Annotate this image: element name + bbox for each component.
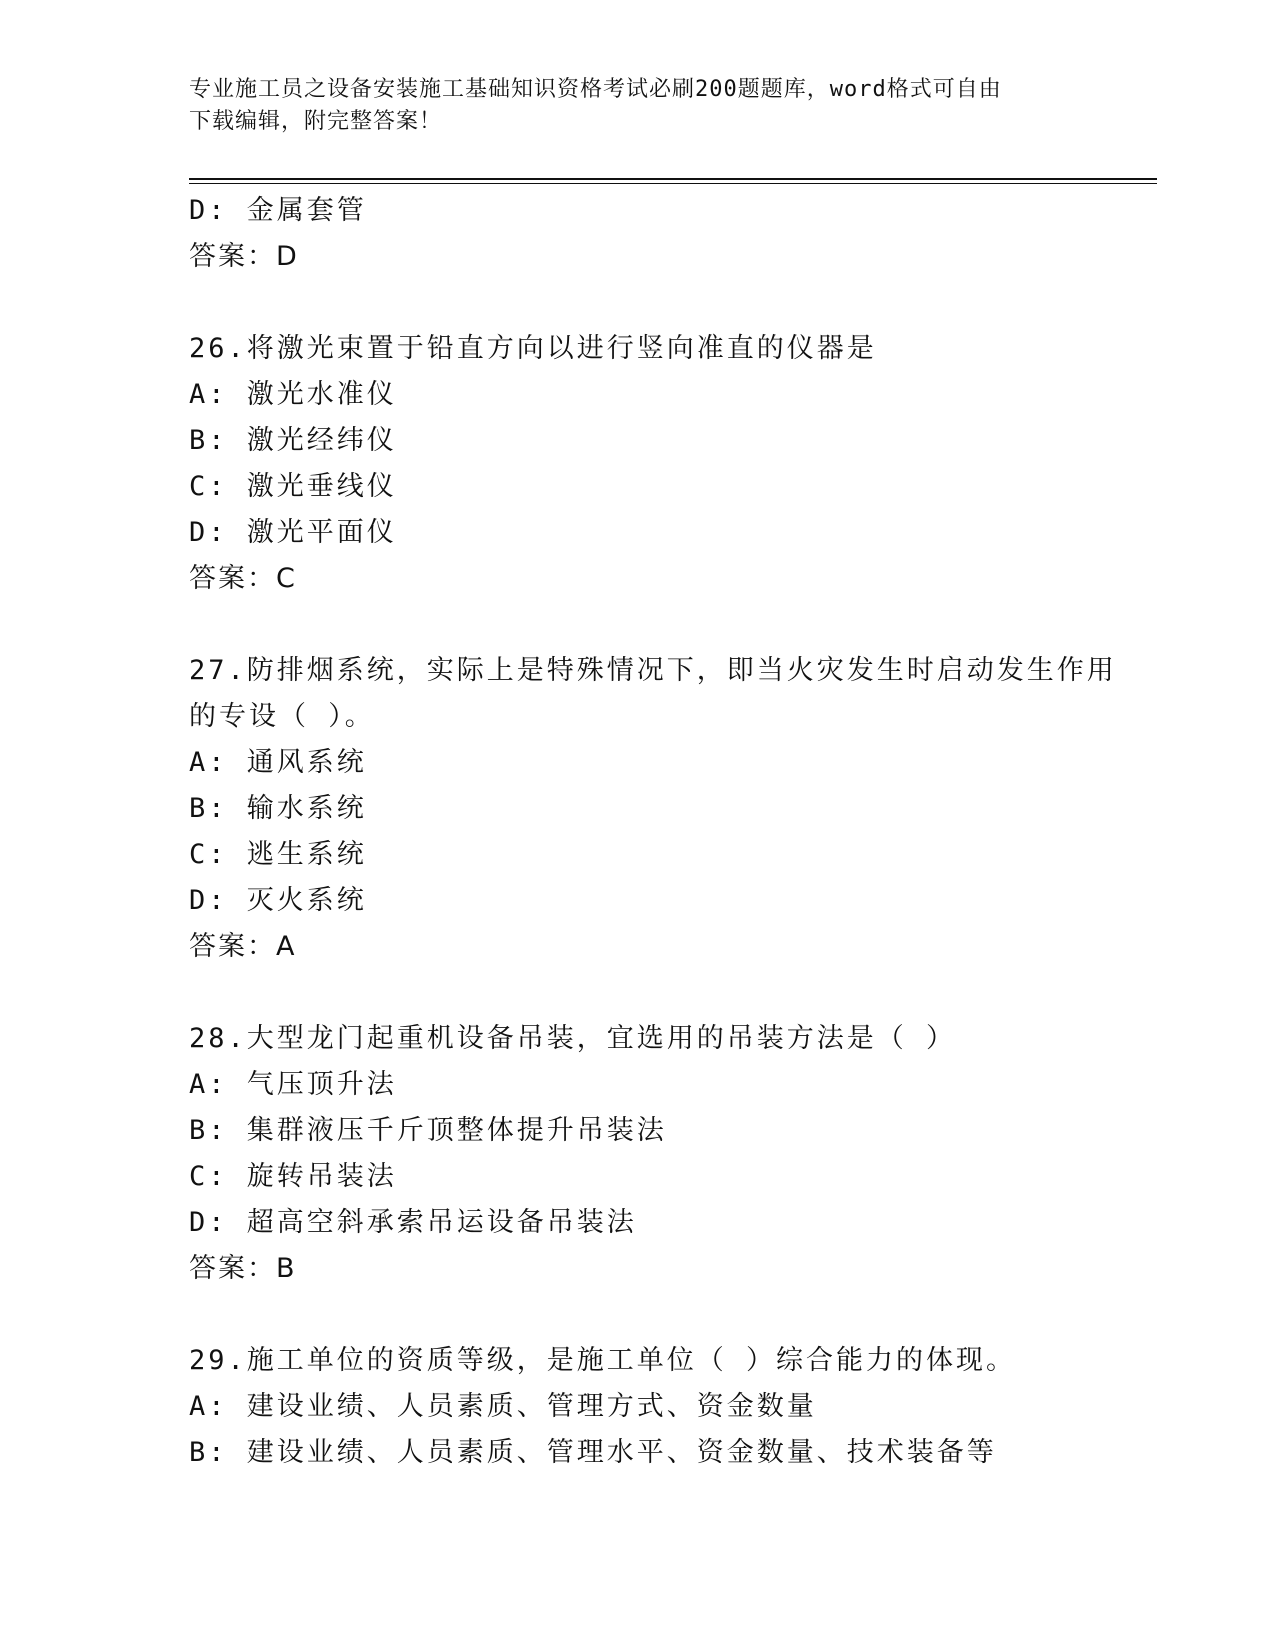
question-stem: 27.防排烟系统，实际上是特殊情况下，即当火灾发生时启动发生作用 [189,655,1117,686]
answer: 答案：C [189,563,297,594]
option-c: C: 旋转吊装法 [189,1161,397,1192]
header-title-line-2: 下载编辑，附完整答案！ [189,109,443,134]
spacer [189,970,1109,1016]
header-rule-thin [189,183,1157,184]
header-rule-thick [189,178,1157,180]
header-title-line-1: 专业施工员之设备安装施工基础知识资格考试必刷200题题库，word格式可自由 [189,77,1002,102]
option-d: D: 金属套管 [189,195,367,226]
option-b: B: 集群液压千斤顶整体提升吊装法 [189,1115,667,1146]
spacer [189,280,1109,326]
spacer [189,602,1109,648]
option-a: A: 建设业绩、人员素质、管理方式、资金数量 [189,1391,817,1422]
option-d: D: 超高空斜承索吊运设备吊装法 [189,1207,637,1238]
option-a: A: 气压顶升法 [189,1069,397,1100]
option-c: C: 逃生系统 [189,839,367,870]
question-stem: 26.将激光束置于铅直方向以进行竖向准直的仪器是 [189,333,877,364]
answer: 答案：B [189,1253,297,1284]
option-b: B: 输水系统 [189,793,367,824]
question-stem: 28.大型龙门起重机设备吊装，宜选用的吊装方法是（ ） [189,1023,957,1054]
answer: 答案：D [189,241,299,272]
question-26 [189,326,1109,602]
option-b: B: 建设业绩、人员素质、管理水平、资金数量、技术装备等 [189,1437,997,1468]
option-c: C: 激光垂线仪 [189,471,397,502]
question-29 [189,1338,1109,1476]
question-28 [189,1016,1109,1292]
option-a: A: 激光水准仪 [189,379,397,410]
question-list [189,188,1117,1476]
spacer [189,1292,1109,1338]
page-header [189,74,1079,138]
option-d: D: 灭火系统 [189,885,367,916]
answer: 答案：A [189,931,297,962]
question-stem-continued: 的专设（ ）。 [189,701,375,732]
question-stem: 29.施工单位的资质等级，是施工单位（ ）综合能力的体现。 [189,1345,1017,1376]
option-a: A: 通风系统 [189,747,367,778]
option-b: B: 激光经纬仪 [189,425,397,456]
option-d: D: 激光平面仪 [189,517,397,548]
question-27 [189,648,1117,970]
